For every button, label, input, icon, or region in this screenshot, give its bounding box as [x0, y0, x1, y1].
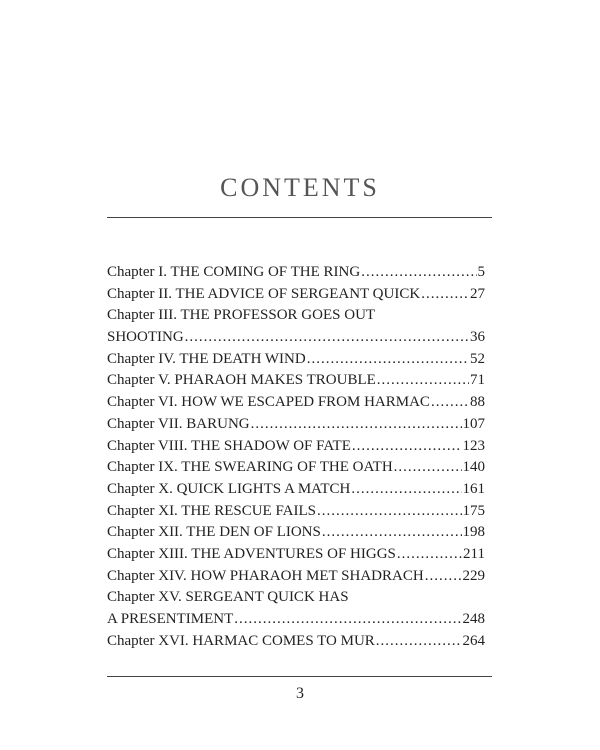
toc-entry[interactable] — [107, 501, 485, 523]
toc-leader-dots — [307, 349, 469, 371]
toc-entry-continuation[interactable] — [107, 327, 485, 349]
toc-leader-dots — [317, 501, 461, 523]
toc-leader-dots — [431, 392, 469, 414]
toc-entry[interactable] — [107, 414, 485, 436]
toc-entry-title: Chapter VIII. THE SHADOW OF FATE — [107, 437, 351, 454]
toc-entry[interactable] — [107, 349, 485, 371]
toc-entry-page: 264 — [462, 632, 485, 649]
toc-entry-page: 175 — [462, 502, 485, 519]
toc-entry-page: 27 — [470, 285, 485, 302]
toc-leader-dots — [394, 457, 462, 479]
toc-leader-dots — [421, 284, 469, 306]
toc-entry-title: Chapter V. PHARAOH MAKES TROUBLE — [107, 372, 376, 389]
toc-entry-page: 107 — [462, 415, 485, 432]
toc-entry-page: 198 — [462, 524, 485, 541]
toc-entry-title: Chapter XIII. THE ADVENTURES OF HIGGS — [107, 545, 396, 562]
toc-leader-dots — [185, 327, 469, 349]
toc-entry-title: Chapter IX. THE SWEARING OF THE OATH — [107, 459, 393, 476]
toc-entry[interactable] — [107, 631, 485, 653]
toc-entry-title: Chapter XIV. HOW PHARAOH MET SHADRACH — [107, 567, 424, 584]
toc-entry-title: Chapter VII. BARUNG — [107, 415, 250, 432]
toc-leader-dots — [425, 566, 462, 588]
toc-entry-page: 161 — [462, 480, 485, 497]
toc-leader-dots — [352, 436, 462, 458]
toc-entry-title: Chapter XV. SERGEANT QUICK HAS — [107, 589, 349, 606]
toc-entry-title-continued: SHOOTING — [107, 329, 184, 346]
toc-entry-page: 5 — [477, 264, 485, 280]
toc-entry-title: Chapter I. THE COMING OF THE RING — [107, 264, 361, 280]
toc-leader-dots — [377, 370, 469, 392]
page-number: 3 — [296, 685, 304, 702]
toc-entry-page: 71 — [470, 372, 485, 389]
toc-entry-page: 36 — [470, 329, 485, 346]
toc-entry-title: Chapter IV. THE DEATH WIND — [107, 350, 306, 367]
toc-entry[interactable] — [107, 522, 485, 544]
toc-entry-page: 229 — [462, 567, 485, 584]
toc-entry[interactable] — [107, 392, 485, 414]
toc-entry-page: 52 — [470, 350, 485, 367]
toc-entry[interactable] — [107, 284, 485, 306]
toc-leader-dots — [351, 479, 461, 501]
toc-entry-title: Chapter VI. HOW WE ESCAPED FROM HARMAC — [107, 394, 430, 411]
bottom-divider — [107, 676, 492, 677]
table-of-contents — [107, 262, 485, 652]
toc-leader-dots — [376, 631, 462, 653]
toc-entry-page: 88 — [470, 394, 485, 411]
toc-entry-title: Chapter X. QUICK LIGHTS A MATCH — [107, 480, 351, 497]
toc-entry-title: Chapter II. THE ADVICE OF SERGEANT QUICK — [107, 285, 421, 302]
toc-entry[interactable] — [107, 544, 485, 566]
toc-leader-dots — [397, 544, 462, 566]
toc-entry-page: 211 — [463, 545, 485, 562]
toc-entry[interactable] — [107, 436, 485, 458]
toc-entry-title: Chapter III. THE PROFESSOR GOES OUT — [107, 307, 376, 324]
toc-leader-dots — [322, 522, 462, 544]
toc-entry[interactable] — [107, 262, 485, 284]
toc-entry-title: Chapter XVI. HARMAC COMES TO MUR — [107, 632, 375, 649]
toc-entry[interactable] — [107, 370, 485, 392]
toc-entry-title: Chapter XI. THE RESCUE FAILS — [107, 502, 317, 519]
toc-entry[interactable] — [107, 305, 485, 327]
toc-entry-page: 140 — [462, 459, 485, 476]
toc-leader-dots — [234, 609, 461, 631]
toc-entry-page: 248 — [462, 611, 485, 627]
page-heading: CONTENTS — [220, 173, 380, 202]
toc-leader-dots — [251, 414, 462, 436]
toc-leader-dots — [361, 262, 476, 284]
toc-entry-continuation[interactable] — [107, 609, 485, 631]
toc-entry-title-continued: A PRESENTIMENT — [107, 611, 234, 627]
toc-entry[interactable] — [107, 457, 485, 479]
toc-entry[interactable] — [107, 587, 485, 609]
toc-entry-title: Chapter XII. THE DEN OF LIONS — [107, 524, 321, 541]
toc-entry-page: 123 — [462, 437, 485, 454]
toc-entry[interactable] — [107, 566, 485, 588]
top-divider — [107, 217, 492, 218]
toc-entry[interactable] — [107, 479, 485, 501]
